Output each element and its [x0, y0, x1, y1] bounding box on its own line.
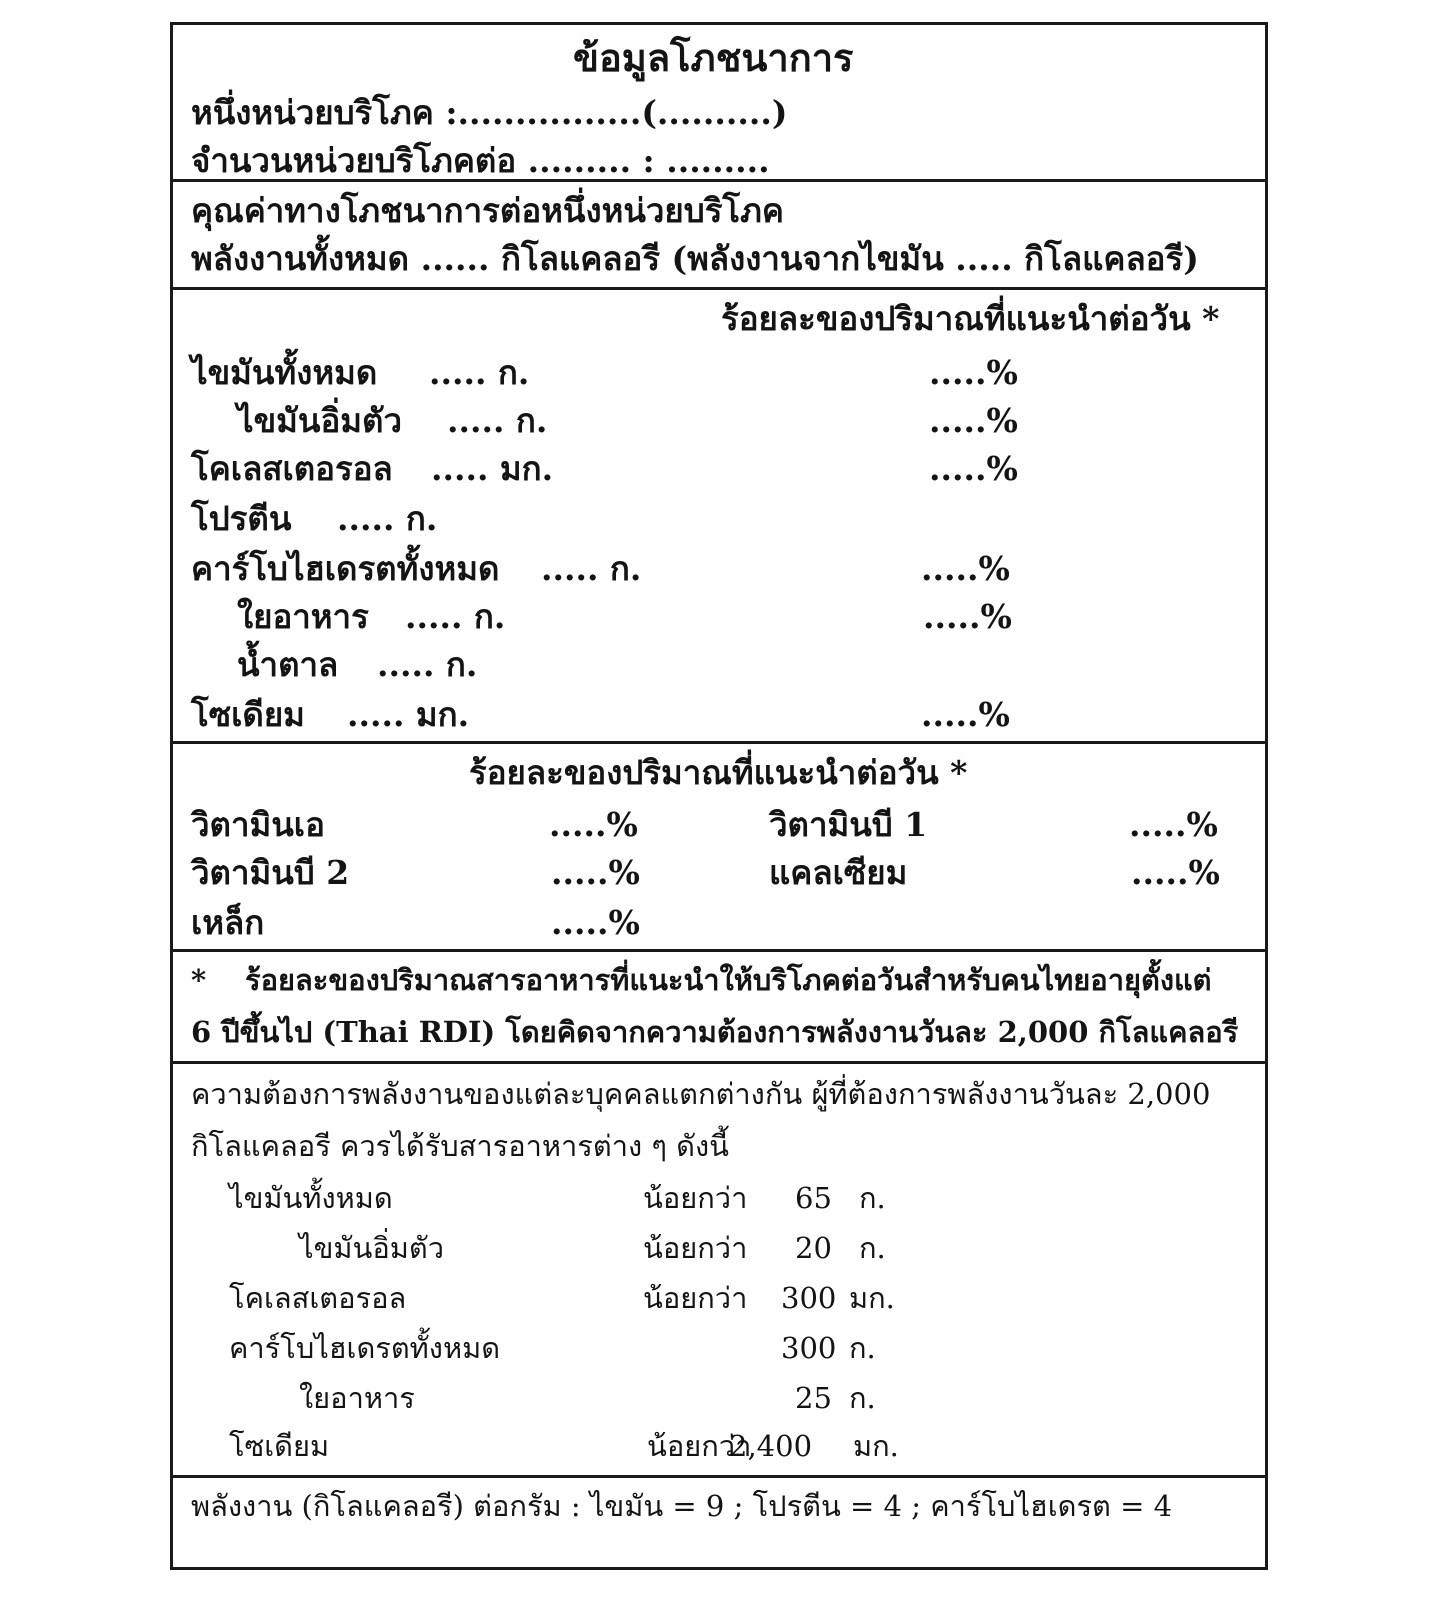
divider	[173, 287, 1265, 290]
requirement-value: 2,400	[729, 1429, 813, 1463]
nutrient-amount: ..... ก.	[337, 499, 438, 538]
requirement-unit: ก.	[859, 1231, 886, 1265]
requirement-unit: ก.	[849, 1331, 876, 1365]
servings-per-container: จำนวนหน่วยบริโภคต่อ ......... : .........	[191, 141, 770, 180]
nutrient-name: โซเดียม	[191, 695, 305, 734]
divider	[173, 179, 1265, 182]
total-energy: พลังงานทั้งหมด ...... กิโลแคลอรี (พลังงานจากไขมัน ..... กิโลแคลอรี)	[191, 239, 1199, 278]
label-title: ข้อมูลโภชนาการ	[573, 35, 854, 80]
nutrient-amount: ..... มก.	[431, 449, 554, 488]
nutrient-name: ไขมันอิ่มตัว	[237, 401, 402, 440]
requirement-unit: มก.	[853, 1429, 899, 1463]
divider	[173, 949, 1265, 952]
nutrient-amount: ..... มก.	[347, 695, 470, 734]
footnote-line-2: 6 ปีขึ้นไป (Thai RDI) โดยคิดจากความต้องการพลังงานวันละ 2,000 กิโลแคลอรี	[191, 1015, 1239, 1049]
requirement-name: โคเลสเตอรอล	[229, 1281, 407, 1315]
divider	[173, 1475, 1265, 1478]
vitamin-name: วิตามินบี 1	[769, 805, 928, 844]
requirement-unit: ก.	[859, 1181, 886, 1215]
energy-per-gram: พลังงาน (กิโลแคลอรี) ต่อกรัม : ไขมัน = 9 ; โปรตีน = 4 ; คาร์โบไฮเดรต = 4	[191, 1489, 1173, 1523]
requirement-name: ใยอาหาร	[299, 1381, 415, 1415]
requirement-name: โซเดียม	[229, 1429, 330, 1463]
vitamin-percent: .....%	[1129, 805, 1218, 844]
nutrient-percent: .....%	[929, 353, 1018, 392]
nutrient-name: โปรตีน	[191, 499, 292, 538]
requirement-value: 300	[781, 1281, 837, 1315]
nutrient-name: โคเลสเตอรอล	[191, 449, 393, 488]
requirement-unit: ก.	[849, 1381, 876, 1415]
nutrient-amount: ..... ก.	[429, 353, 530, 392]
vitamin-percent: .....%	[551, 903, 640, 942]
rdi-header: ร้อยละของปริมาณที่แนะนำต่อวัน *	[721, 299, 1220, 338]
vitamin-name: เหล็ก	[191, 903, 265, 942]
requirement-name: ไขมันอิ่มตัว	[299, 1231, 444, 1265]
nutrient-percent: .....%	[921, 549, 1010, 588]
footnote-bullet: *	[191, 963, 207, 997]
vitamin-percent: .....%	[1131, 853, 1220, 892]
nutrient-percent: .....%	[923, 597, 1012, 636]
nutrient-name: คาร์โบไฮเดรตทั้งหมด	[191, 549, 500, 588]
requirement-value: 25	[795, 1381, 832, 1415]
requirement-value: 300	[781, 1331, 837, 1365]
requirement-name: ไขมันทั้งหมด	[229, 1181, 393, 1215]
divider	[173, 741, 1265, 744]
nutrient-amount: ..... ก.	[377, 645, 478, 684]
nutrient-amount: ..... ก.	[447, 401, 548, 440]
serving-size: หนึ่งหน่วยบริโภค :................(..........)	[191, 93, 788, 132]
nutrient-amount: ..... ก.	[405, 597, 506, 636]
nutrition-label	[170, 22, 1268, 1570]
vitamin-percent: .....%	[551, 853, 640, 892]
requirement-value: 20	[795, 1231, 832, 1265]
nutrition-value-heading: คุณค่าทางโภชนาการต่อหนึ่งหน่วยบริโภค	[191, 191, 784, 230]
vitamin-percent: .....%	[549, 805, 638, 844]
nutrient-percent: .....%	[929, 449, 1018, 488]
requirement-qualifier: น้อยกว่า	[643, 1281, 748, 1315]
nutrient-percent: .....%	[929, 401, 1018, 440]
requirement-unit: มก.	[849, 1281, 895, 1315]
vitamin-name: วิตามินเอ	[191, 805, 325, 844]
nutrient-amount: ..... ก.	[541, 549, 642, 588]
divider	[173, 1061, 1265, 1064]
requirement-qualifier: น้อยกว่า	[643, 1181, 748, 1215]
requirement-name: คาร์โบไฮเดรตทั้งหมด	[229, 1331, 501, 1365]
nutrient-name: น้ำตาล	[237, 645, 339, 684]
requirements-intro-1: ความต้องการพลังงานของแต่ละบุคคลแตกต่างกัน ผู้ที่ต้องการพลังงานวันละ 2,000	[191, 1077, 1211, 1111]
requirement-qualifier: น้อยกว่า	[647, 1429, 752, 1463]
footnote-line-1: ร้อยละของปริมาณสารอาหารที่แนะนำให้บริโภคต่อวันสำหรับคนไทยอายุตั้งแต่	[245, 963, 1212, 997]
requirement-value: 65	[795, 1181, 832, 1215]
nutrient-name: ใยอาหาร	[237, 597, 369, 636]
nutrient-name: ไขมันทั้งหมด	[191, 353, 378, 392]
vitamin-name: แคลเซียม	[769, 853, 908, 892]
requirements-intro-2: กิโลแคลอรี ควรได้รับสารอาหารต่าง ๆ ดังนี้	[191, 1129, 729, 1163]
vitamin-name: วิตามินบี 2	[191, 853, 350, 892]
rdi-header: ร้อยละของปริมาณที่แนะนำต่อวัน *	[469, 753, 968, 792]
requirement-qualifier: น้อยกว่า	[643, 1231, 748, 1265]
nutrient-percent: .....%	[921, 695, 1010, 734]
